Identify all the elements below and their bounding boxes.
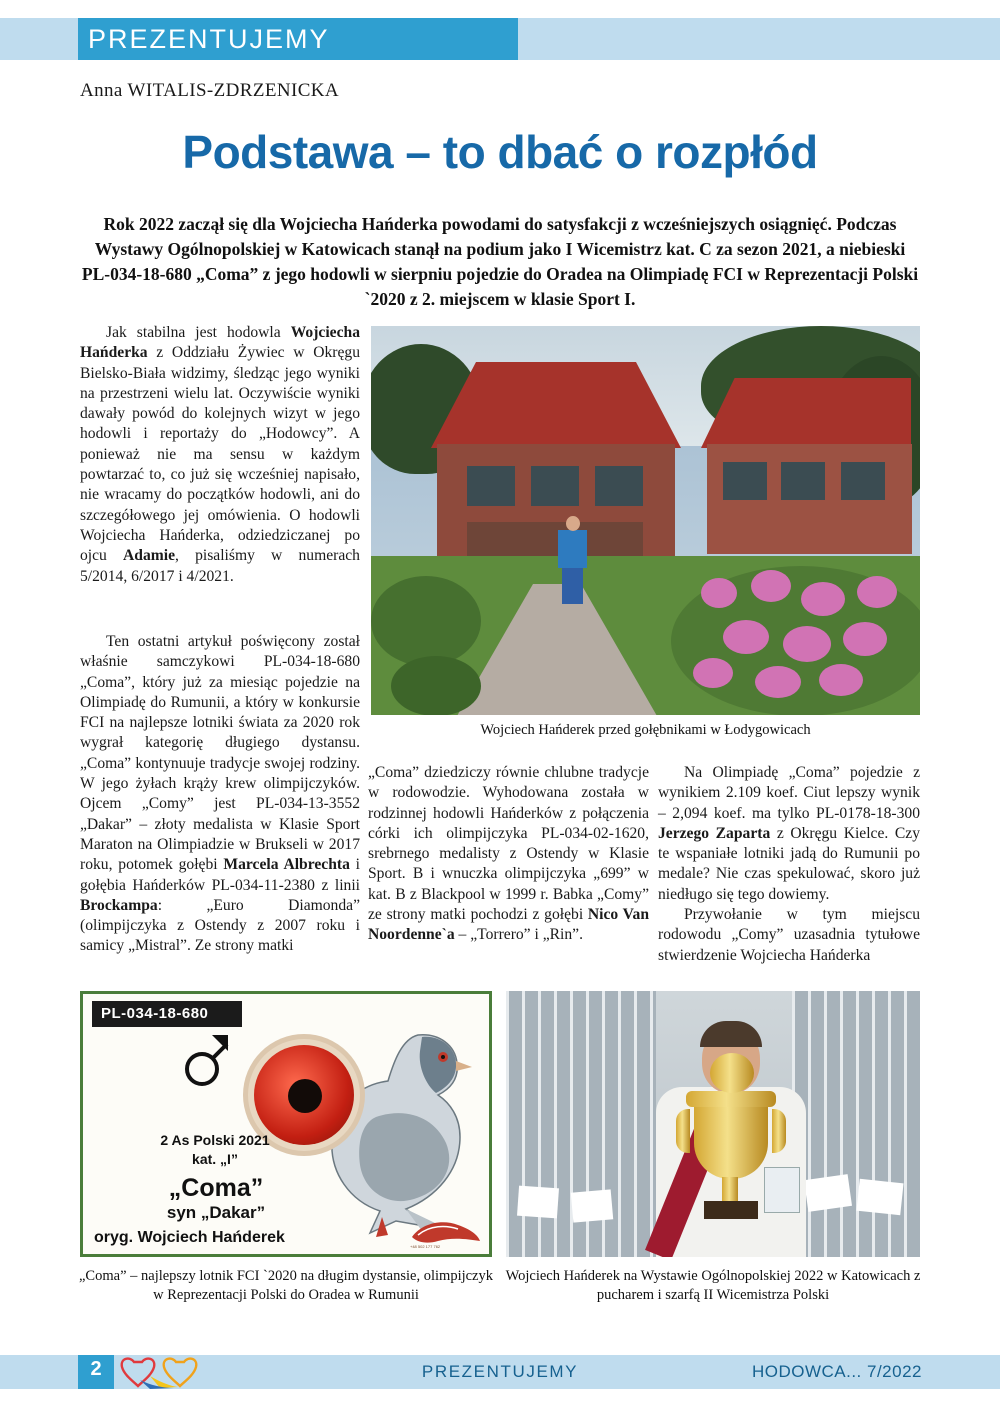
paragraph <box>658 905 920 966</box>
photo-caption-lofts: Wojciech Hańderek przed gołębnikami w Łodygowicach <box>480 722 811 738</box>
page-number: 2 <box>90 1358 102 1380</box>
section-label: PREZENTUJEMY <box>88 24 330 54</box>
paragraph <box>80 323 360 587</box>
text-run: Jak stabilna jest hodowla <box>106 324 291 341</box>
footer-issue-label: HODOWCA... 7/2022 <box>751 1362 922 1381</box>
text-bold: Wojciecha Hańderka <box>80 324 360 362</box>
breeder-logo-icon <box>408 1215 482 1249</box>
body-column-right <box>658 763 920 966</box>
article-author: Anna WITALIS-ZDRZENICKA <box>80 80 340 101</box>
photo-lofts <box>371 326 920 715</box>
paragraph <box>368 763 649 946</box>
text-run: , pisaliśmy w numerach 5/2014, 6/2017 i 4/2021. <box>80 547 360 585</box>
body-column-left-top <box>80 323 360 587</box>
text-run: Ten ostatni artykuł poświęcony został właśnie samczykowi PL-034-18-680 „Coma”, który już za miesiąc pojedzie na Olimpiadę do Rumunii, a który w konkursie FCI na najlepsze lotniki świata za 2020 rok wygrał kategorię długiego dystansu. „Coma” kontynuuje tradycje swojej rodziny. W jego żyłach krąży krew olimpijczyków. Ojcem „Comy” jest PL-034-13-3552 „Dakar” – złoty medalista w Klasie Sport Maraton na Olimpiadzie w Brukseli w 2017 roku, potomek gołębi <box>80 633 360 874</box>
footer-section-label: PREZENTUJEMY <box>421 1362 579 1381</box>
poster-award-line2: kat. „I” <box>192 1151 238 1167</box>
photo-caption-pigeon: „Coma” – najlepszy lotnik FCI `2020 na długim dystansie, olimpijczyk w Reprezentacji Polski do Oradea w Rumunii <box>79 1268 493 1303</box>
paragraph <box>80 632 360 957</box>
poster-award-line1: 2 As Polski 2021 <box>160 1132 270 1148</box>
paragraph <box>658 763 920 905</box>
text-run: „Coma” dziedziczy równie chlubne tradycje w rodowodzie. Wyhodowana została w rodzinnej hodowli Hańderków z połączenia córki ich olimpijczyka PL-034-02-1620, srebrnego medalisty z Ostendy w Klasie Sport. B i wnuczka olimpijczyka „699” w kat. B z Blackpool w 1999 r. Babka „Comy” ze strony matki pochodzi z gołębi <box>368 764 649 924</box>
text-run: i gołębia Hańderków PL-034-11-2380 z linii <box>80 856 360 894</box>
body-column-middle <box>368 763 649 946</box>
svg-text:+48 502 177 762: +48 502 177 762 <box>410 1244 441 1249</box>
poster-origin: oryg. Wojciech Hańderek <box>94 1229 285 1246</box>
article-lead: Rok 2022 zaczął się dla Wojciecha Hańderka powodami do satysfakcji z wcześniejszych osiągnięć. Podczas Wystawy Ogólnopolskiej w Katowicach stanął na podium jako I Wicemistrz kat. C za sezon 2021, a niebieski PL-034-18-680 „Coma” z jego hodowli w sierpniu pojedzie do Oradea na Olimpiadę FCI w Reprezentacji Polski `2020 z 2. miejscem w klasie Sport I. <box>81 214 919 309</box>
poster-pigeon-subtitle: syn „Dakar” <box>166 1203 266 1222</box>
text-run: Przywołanie w tym miejscu rodowodu „Comy” uzasadnia tytułowe stwierdzenie Wojciecha Hańderka <box>658 906 920 964</box>
text-bold: Brockampa <box>80 896 158 914</box>
text-run: z Oddziału Żywiec w Okręgu Bielsko-Biała widzimy, śledząc jego wyniki na przestrzeni wielu lat. Oczywiście wyniki dawały powód do kolejnych wizyt w jego hodowli i reportaży do „Hodowcy”. A ponieważ nie ma sensu w każdym powtarzać to, co już się wcześniej napisało, nie wracamy do początków hodowli, ani do szczegółowego jej omówienia. O hodowli Wojciecha Hańderka, odziedziczanej po ojcu <box>80 344 360 565</box>
text-bold: Jerzego Zaparta <box>658 824 771 842</box>
photo-caption-trophy: Wojciech Hańderek na Wystawie Ogólnopolskiej 2022 w Katowicach z pucharem i szarfą II Wicemistrza Polski <box>505 1268 921 1303</box>
text-bold: Adamie <box>123 547 176 565</box>
ring-number-text: PL-034-18-680 <box>101 1005 209 1022</box>
photo-pigeon-poster <box>80 991 492 1257</box>
ring-number-badge <box>92 1001 242 1027</box>
text-run: : „Euro Diamonda” (olimpijczyka z Ostendy z 2007 roku i samicy „Mistral”. Ze strony matki <box>80 896 360 955</box>
male-symbol-icon <box>184 1031 230 1089</box>
poster-pigeon-name: „Coma” <box>168 1174 264 1202</box>
photo-breeder-trophy <box>506 991 920 1257</box>
text-bold: Marcela Albrechta <box>223 856 350 874</box>
text-run: – „Torrero” i „Rin”. <box>454 926 584 944</box>
body-column-left-bottom <box>80 632 360 957</box>
text-run: Na Olimpiadę „Coma” pojedzie z wynikiem 2.109 koef. Ciut lepszy wynik – 2,094 koef. ma tylko PL-0178-18-300 <box>658 764 920 822</box>
page-title: Podstawa – to dbać o rozpłód <box>182 126 818 178</box>
text-run: z Okręgu Kielce. Czy te wspaniałe lotniki jadą do Rumunii po medale? Nie czas spekulować, skoro już niedługo się tego dowiemy. <box>658 824 920 903</box>
text-bold: Nico Van Noordenne`a <box>368 906 649 944</box>
poster-award <box>140 1131 290 1169</box>
